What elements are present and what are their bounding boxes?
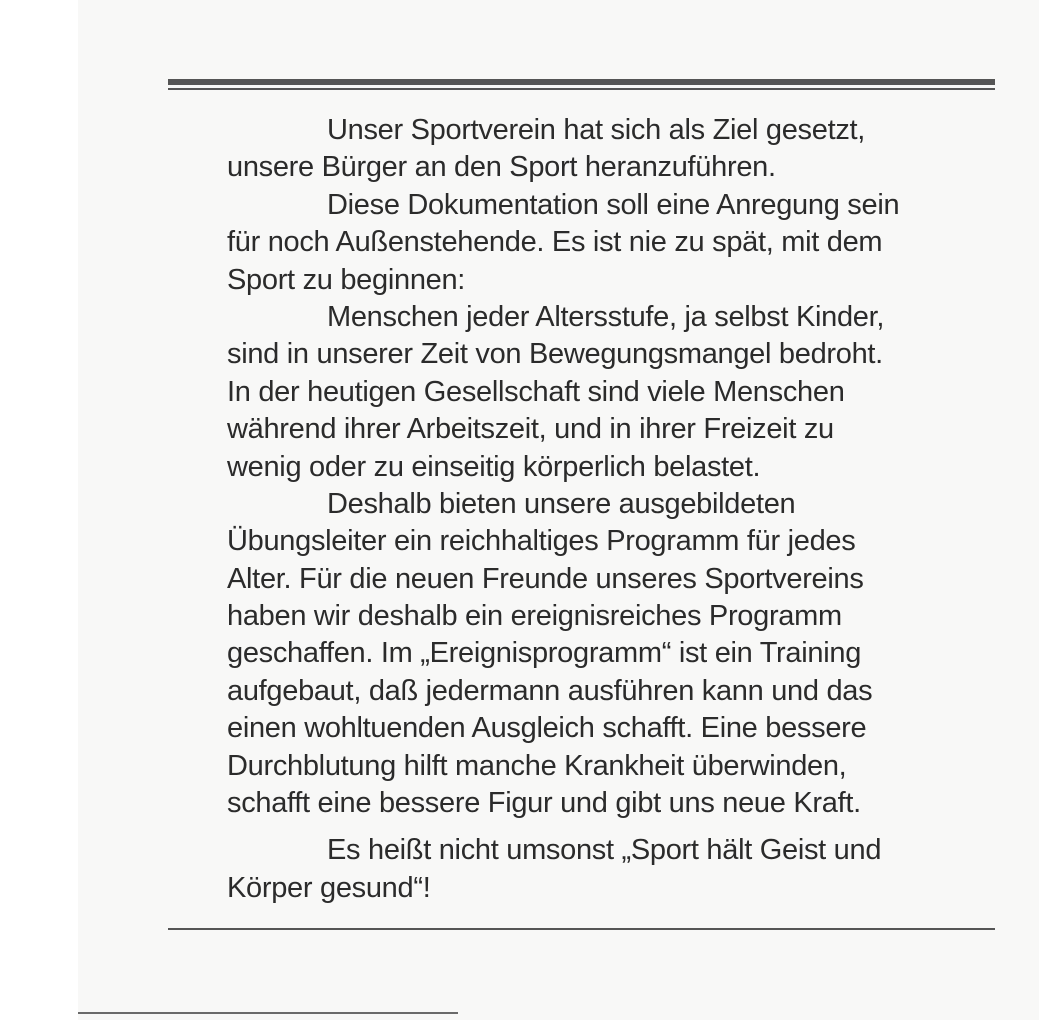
top-thick-rule <box>168 79 995 85</box>
scan-margin <box>0 0 78 1020</box>
text-line: sind in unserer Zeit von Bewegungsmangel bedroht. <box>227 338 883 371</box>
text-line: haben wir deshalb ein ereignisreiches Programm <box>227 600 842 633</box>
text-line: Unser Sportverein hat sich als Ziel gesetzt, <box>327 114 866 146</box>
text-line: Sport zu beginnen: <box>227 263 466 296</box>
text-line: wenig oder zu einseitig körperlich belastet. <box>227 450 761 483</box>
text-line: Deshalb bieten unsere ausgebildeten <box>327 487 796 520</box>
top-thin-rule <box>168 88 995 90</box>
text-line: unsere Bürger an den Sport heranzuführen. <box>227 151 776 184</box>
text-line: Menschen jeder Altersstufe, ja selbst Kinder, <box>327 300 885 333</box>
text-line: aufgebaut, daß jedermann ausführen kann und das <box>227 674 873 707</box>
text-line: geschaffen. Im „Ereignisprogramm“ ist ein Training <box>227 637 862 670</box>
scan-edge-line <box>78 1012 458 1014</box>
text-line: Es heißt nicht umsonst „Sport hält Geist und <box>327 834 882 867</box>
bottom-rule <box>168 928 995 930</box>
body-text <box>227 112 967 907</box>
text-line: Alter. Für die neuen Freunde unseres Sportvereins <box>227 562 864 595</box>
text-line: In der heutigen Gesellschaft sind viele Menschen <box>227 375 845 408</box>
text-line: Körper gesund“! <box>227 871 431 904</box>
text-line: für noch Außenstehende. Es ist nie zu spät, mit dem <box>227 226 883 259</box>
text-line: schafft eine bessere Figur und gibt uns neue Kraft. <box>227 787 861 820</box>
text-line: Diese Dokumentation soll eine Anregung sein <box>327 188 900 221</box>
text-line: Übungsleiter ein reichhaltiges Programm für jedes <box>227 525 856 558</box>
text-line: einen wohltuenden Ausgleich schafft. Eine bessere <box>227 712 867 745</box>
text-line: Durchblutung hilft manche Krankheit überwinden, <box>227 749 847 782</box>
text-line: während ihrer Arbeitszeit, und in ihrer Freizeit zu <box>227 413 834 446</box>
